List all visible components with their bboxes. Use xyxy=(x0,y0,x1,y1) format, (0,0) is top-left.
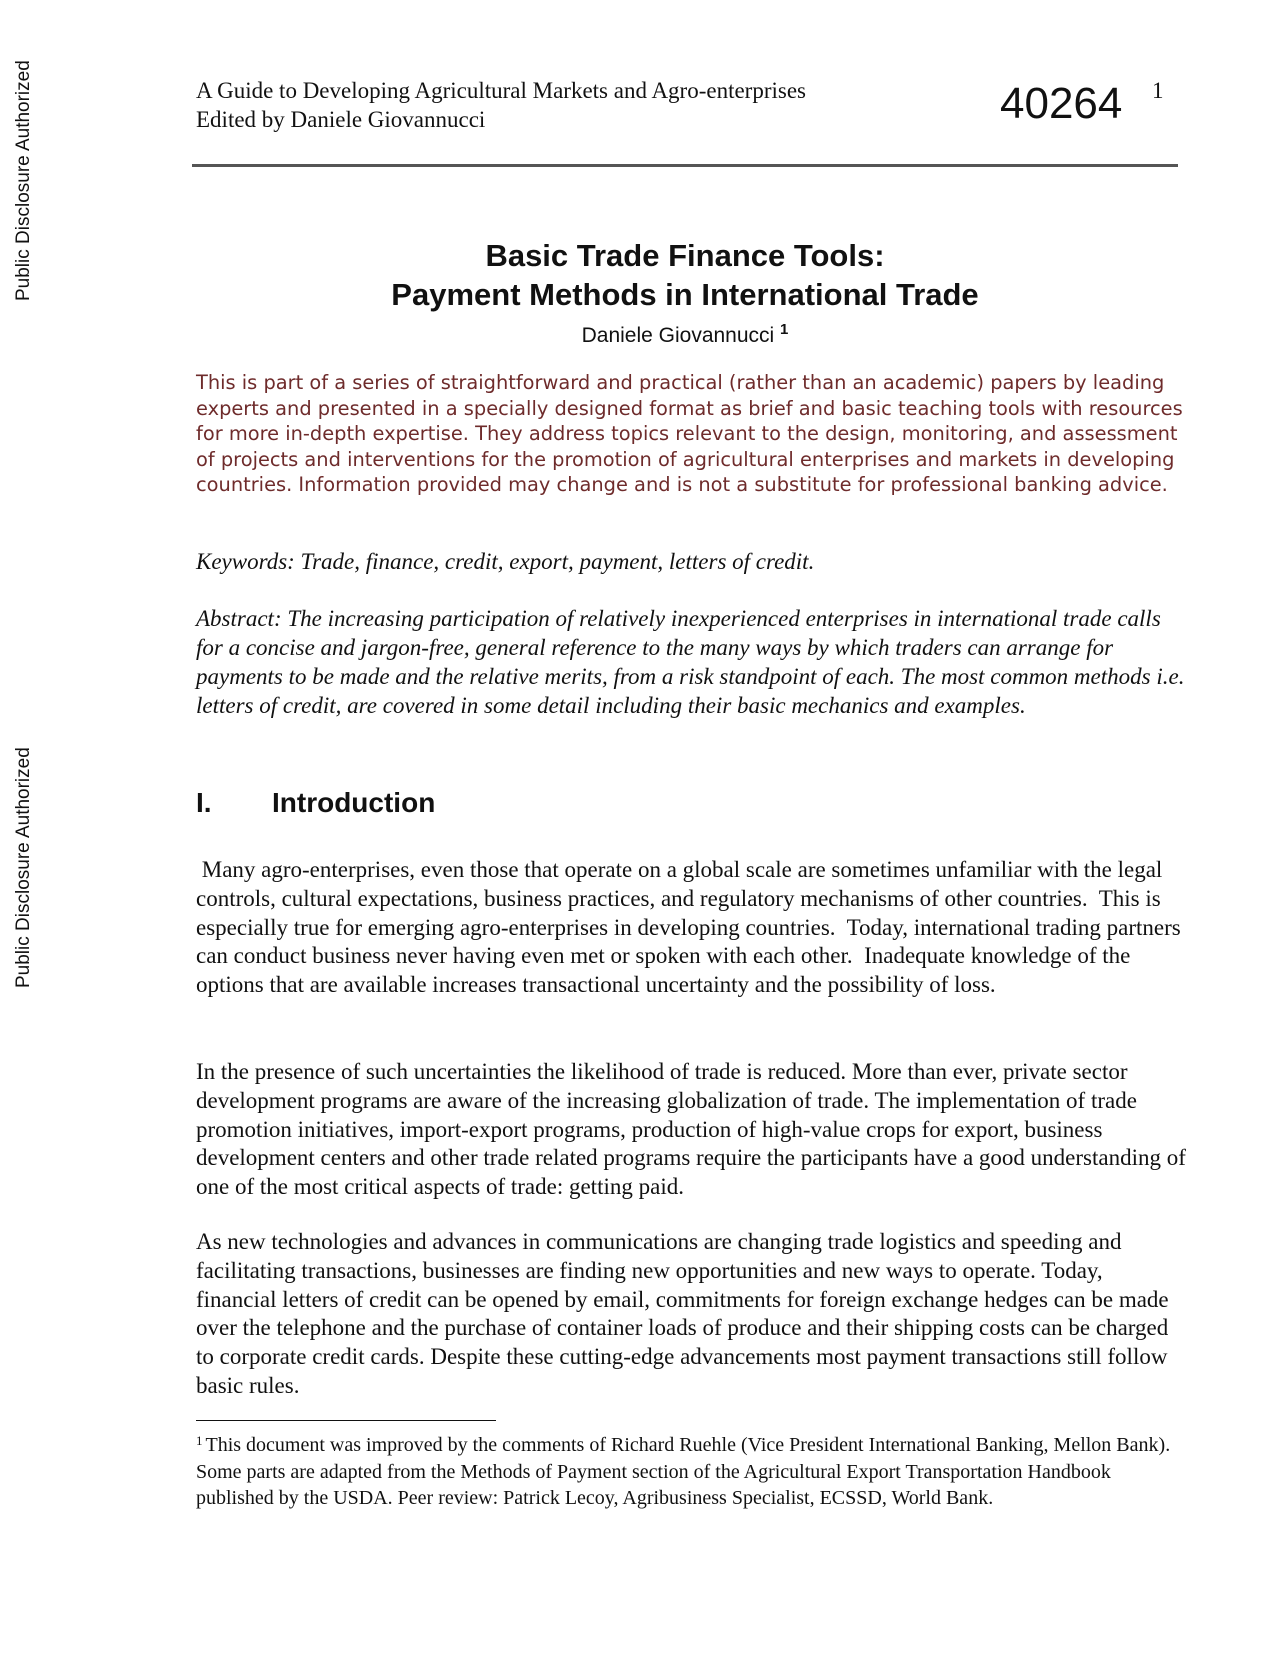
footnote-mark: 1 xyxy=(196,1433,203,1448)
title-line-2: Payment Methods in International Trade xyxy=(391,277,979,312)
body-paragraph-1: Many agro-enterprises, even those that operate on a global scale are sometimes unfamiliar with the legal controls, cultural expectations, business practices, and regulatory mechanisms of other countries. This is especially true for emerging agro-enterprises in developing countries. Today, international trading partners can conduct business never having even met or spoken with each other. Inadequate knowledge of the options that are available increases transactional uncertainty and the possibility of loss. xyxy=(196,857,1187,998)
section-heading-introduction xyxy=(196,786,435,820)
section-title: Introduction xyxy=(272,787,436,818)
disclosure-stamp-bottom: Public Disclosure Authorized xyxy=(13,747,34,988)
running-header xyxy=(196,76,806,134)
body-paragraph-3: As new technologies and advances in communications are changing trade logistics and speeding and facilitating transactions, businesses are finding new opportunities and new ways to operate. Today, financial letters of credit can be opened by email, commitments for foreign exchange hedges can be made over the telephone and the purchase of container loads of produce and their shipping costs can be charged to corporate credit cards. Despite these cutting-edge advancements most payment transactions still follow basic rules. xyxy=(196,1229,1169,1398)
header-divider xyxy=(192,164,1178,167)
author-footnote-mark: 1 xyxy=(780,321,789,338)
title-line-1: Basic Trade Finance Tools: xyxy=(485,238,885,273)
section-number: I. xyxy=(196,787,212,818)
author-name: Daniele Giovannucci xyxy=(581,324,775,347)
series-note: This is part of a series of straightforward and practical (rather than an academic) papers by leading experts and presented in a specially designed format as brief and basic teaching tools with resources for more in-depth expertise. They address topics relevant to the design, monitoring, and assessment of projects and interventions for the promotion of agricultural enterprises and markets in developing countries. Information provided may change and is not a substitute for professional banking advice. xyxy=(196,371,1183,497)
disclosure-stamp-top: Public Disclosure Authorized xyxy=(13,60,34,302)
editor-line: Edited by Daniele Giovannucci xyxy=(196,107,486,132)
series-title: A Guide to Developing Agricultural Markets and Agro-enterprises xyxy=(196,78,806,103)
footnote-text: This document was improved by the comments of Richard Ruehle (Vice President International Banking, Mellon Bank). Some parts are adapted from the Methods of Payment section of the Agricultural Export Transportation Handbook published by the USDA. Peer review: Patrick Lecoy, Agribusiness Specialist, ECSSD, World Bank. xyxy=(196,1434,1171,1509)
abstract: Abstract: The increasing participation of relatively inexperienced enterprises in international trade calls for a concise and jargon-free, general reference to the many ways by which traders can arrange for payments to be made and the relative merits, from a risk standpoint of each. The most common methods i.e. letters of credit, are covered in some detail including their basic mechanics and examples. xyxy=(196,606,1185,718)
author-byline xyxy=(192,316,1178,350)
keywords: Keywords: Trade, finance, credit, export, payment, letters of credit. xyxy=(196,549,815,574)
footnote-divider xyxy=(196,1420,496,1421)
title-block xyxy=(192,236,1178,350)
page-number: 1 xyxy=(1152,78,1164,103)
body-paragraph-2: In the presence of such uncertainties the likelihood of trade is reduced. More than ever, private sector development programs are aware of the increasing globalization of trade. The implementation of trade promotion initiatives, import-export programs, production of high-value crops for export, business development centers and other trade related programs require the participants have a good understanding of one of the most critical aspects of trade: getting paid. xyxy=(196,1059,1186,1200)
document-number: 40264 xyxy=(1000,79,1123,128)
footnote xyxy=(196,1428,1186,1512)
